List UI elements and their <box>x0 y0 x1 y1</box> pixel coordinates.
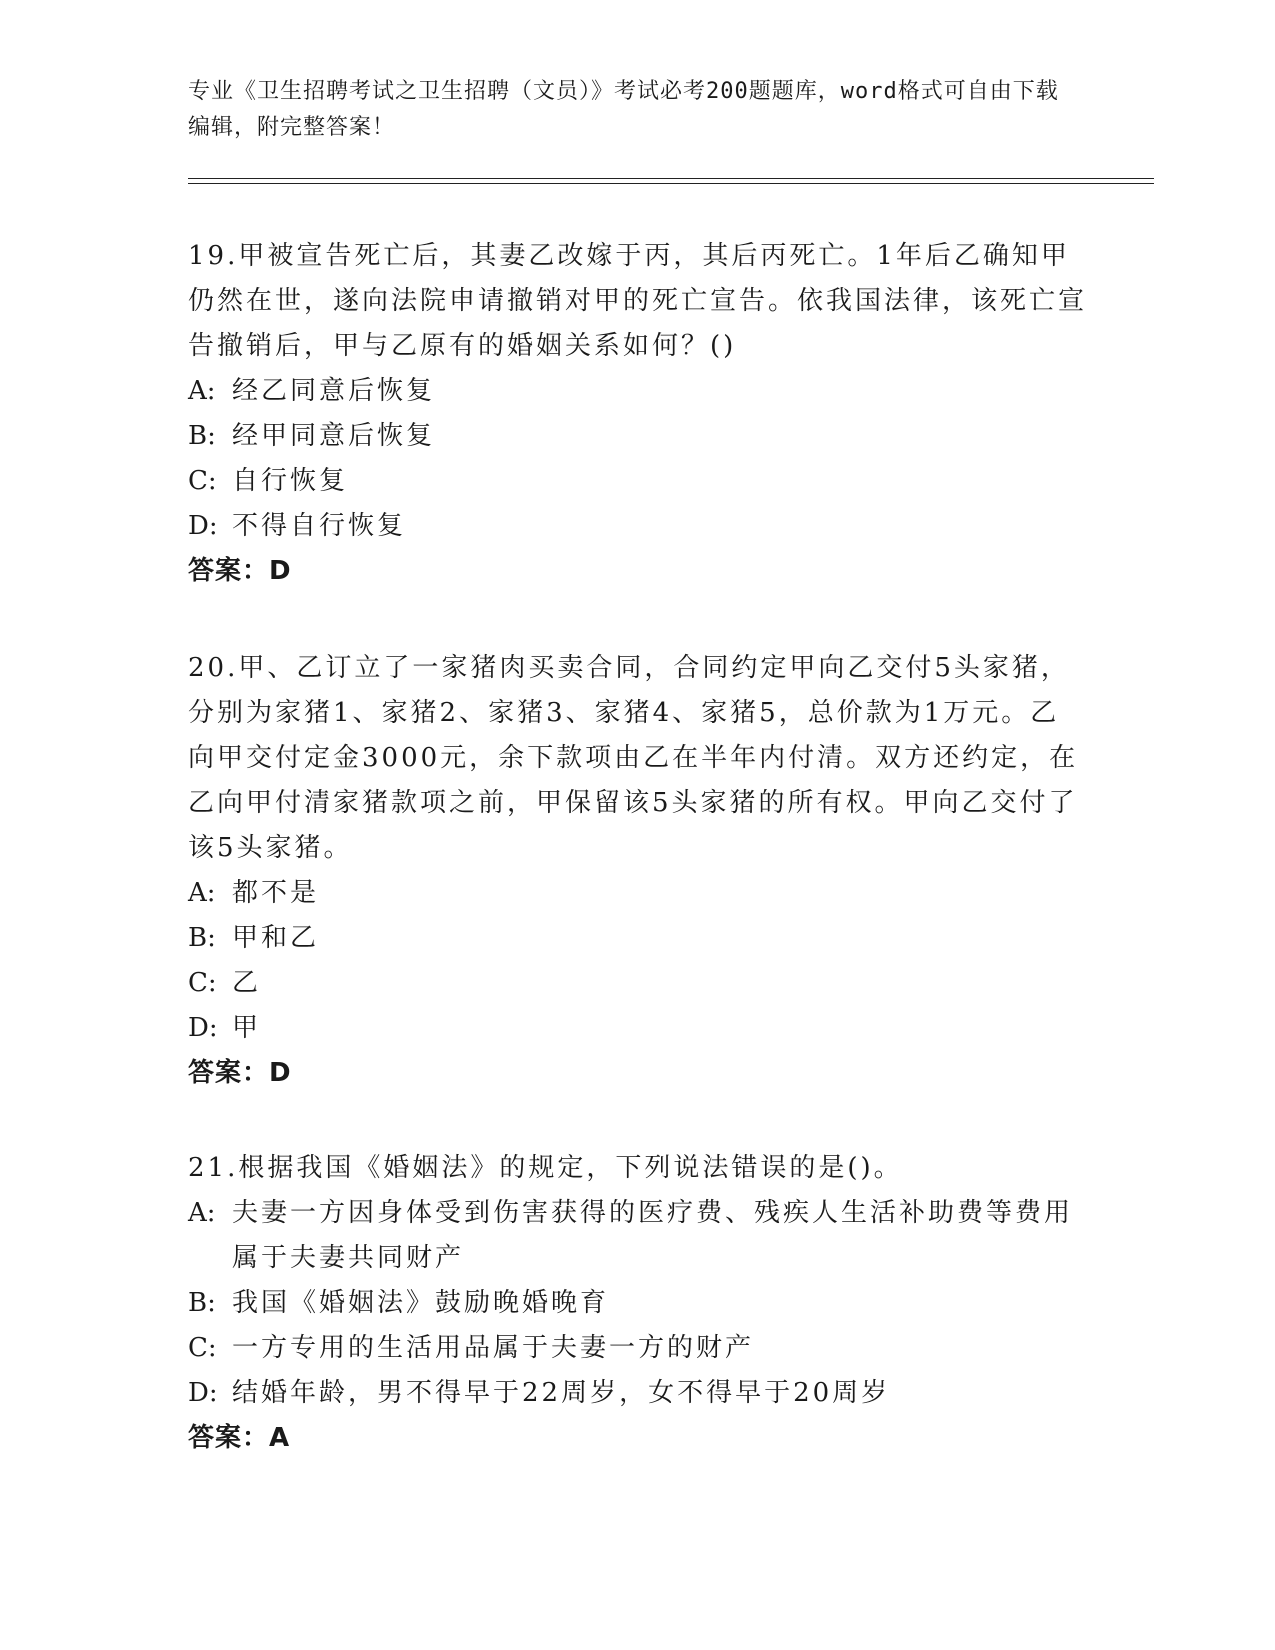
option-text: 我国《婚姻法》鼓励晚婚晚育 <box>232 1288 610 1318</box>
question-stem: 19.甲被宣告死亡后，其妻乙改嫁于丙，其后丙死亡。1年后乙确知甲仍然在世，遂向法院申请撤销对甲的死亡宣告。依我国法律，该死亡宣告撤销后，甲与乙原有的婚姻关系如何？() <box>188 241 1088 361</box>
question-20 <box>188 646 1088 1096</box>
option-letter: D: <box>188 1378 218 1408</box>
option-letter: A: <box>188 1198 216 1228</box>
option-letter: A: <box>188 376 216 406</box>
option-b <box>188 414 1088 459</box>
option-text: 经甲同意后恢复 <box>232 421 436 451</box>
option-text: 乙 <box>232 968 262 998</box>
option-letter: C: <box>188 1333 217 1363</box>
option-text: 都不是 <box>232 878 320 908</box>
option-text: 不得自行恢复 <box>232 511 407 541</box>
option-letter: B: <box>188 421 216 451</box>
option-letter: D: <box>188 1013 218 1043</box>
option-c <box>188 961 1088 1006</box>
option-b <box>188 916 1088 961</box>
option-letter: C: <box>188 968 217 998</box>
divider-line <box>188 183 1154 184</box>
option-d <box>188 504 1088 549</box>
question-stem: 20.甲、乙订立了一家猪肉买卖合同，合同约定甲向乙交付5头家猪，分别为家猪1、家猪2、家猪3、家猪4、家猪5，总价款为1万元。乙向甲交付定金3000元，余下款项由乙在半年内付清。双方还约定，在乙向甲付清家猪款项之前，甲保留该5头家猪的所有权。甲向乙交付了该5头家猪。 <box>188 653 1079 863</box>
option-text: 自行恢复 <box>232 466 349 496</box>
answer-key: 答案：D <box>188 556 292 586</box>
document-intro: 专业《卫生招聘考试之卫生招聘（文员）》考试必考200题题库，word格式可自由下载编辑，附完整答案！ <box>188 79 1059 140</box>
option-b <box>188 1281 1088 1326</box>
question-19 <box>188 234 1088 594</box>
option-a <box>188 871 1088 916</box>
option-text: 结婚年龄，男不得早于22周岁，女不得早于20周岁 <box>232 1378 891 1408</box>
option-letter: B: <box>188 923 216 953</box>
option-text: 夫妻一方因身体受到伤害获得的医疗费、残疾人生活补助费等费用属于夫妻共同财产 <box>232 1198 1074 1273</box>
option-letter: B: <box>188 1288 216 1318</box>
option-a <box>188 369 1088 414</box>
option-c <box>188 459 1088 504</box>
option-text: 甲和乙 <box>232 923 320 953</box>
option-letter: A: <box>188 878 216 908</box>
divider-line <box>188 178 1154 179</box>
option-letter: C: <box>188 466 217 496</box>
option-text: 一方专用的生活用品属于夫妻一方的财产 <box>232 1333 755 1363</box>
option-d <box>188 1006 1088 1051</box>
option-d <box>188 1371 1088 1416</box>
answer-key: 答案：D <box>188 1058 292 1088</box>
option-c <box>188 1326 1088 1371</box>
question-21 <box>188 1146 1088 1461</box>
option-a <box>188 1191 1088 1281</box>
question-stem: 21.根据我国《婚姻法》的规定，下列说法错误的是()。 <box>188 1153 903 1183</box>
answer-key: 答案：A <box>188 1423 291 1453</box>
option-text: 甲 <box>232 1013 262 1043</box>
option-text: 经乙同意后恢复 <box>232 376 436 406</box>
option-letter: D: <box>188 511 218 541</box>
